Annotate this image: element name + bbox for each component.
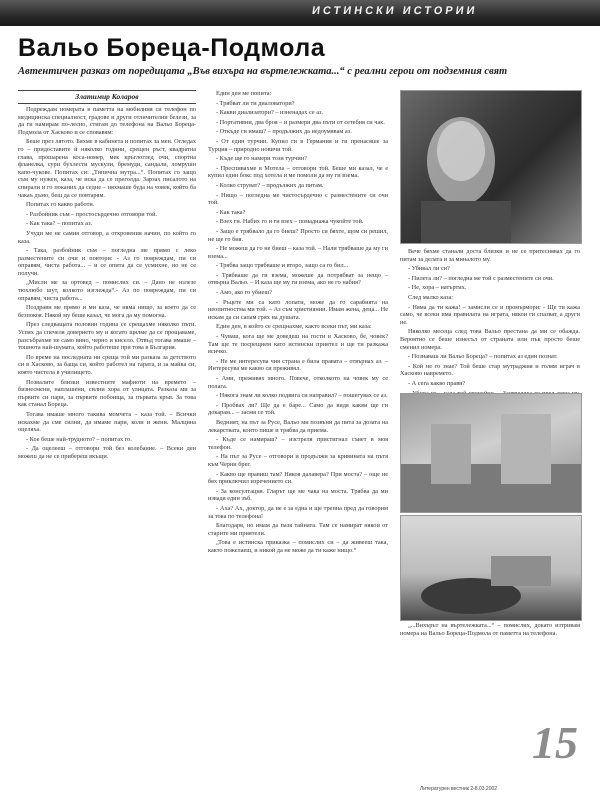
footer-note: Литературен вестник 2-8.03.2002 [420, 786, 498, 792]
paragraph: Беше през лятото. Бяхме в кабинета и попитах за мен. Огледах го – придоставите й няколко години, срещен ръст, квадратна глава, прошарена коса-номер, мек кръглоглед очи, спортна фланелка, сури бухлести мускули, бремуди, сандали, ломрушн капо-чукове. Попитах си: „Типична мутра...“. Попитах го защо съм му нужен, каза, че иска да се преголда. Зарзах писалото на спирали и го поканих да седне – няхмаше буда на човек, който ба чакаъ дъмо, беш да се повтарям. [18, 138, 196, 199]
paragraph: Подреждам номерата в паметта на мобилния си телефон по медицинска специалност, градове и други отличителни белези, за да ги намирам по-лесно, стигам до телефона на Вальо Бореца-Подмола от Хасково и се сповавям: [18, 106, 196, 136]
paragraph: Няколко месеца след това Вальо престана да ми се обажда. Вероятно се беше изнесъл от страната или пък просто беше сменил номера. [400, 328, 580, 351]
paragraph: „...Вихърът на въртележката...“ – помислих, докато изтривам номера на Вальо Бореца-Подмола от паметта на телефона. [400, 622, 580, 637]
paragraph: - Кой не го знае? Той беше стар мутраджия и голям играч в Хасково навремето. [400, 362, 580, 378]
scene-photo-shape [401, 516, 581, 620]
paragraph: - Убивал ли си? [408, 265, 450, 273]
paragraph: Вече бяхме станали доста близки и не се притеснявах да го питам за делата и за миналото му. [400, 248, 580, 263]
paragraph: - Трябваше да ги взема, можеше да потрябват за нещо – отвърна Вальо. – И каза ще му ги взема, ако не го набия? [208, 271, 388, 287]
paragraph: - Не можеш да го не биеш – каза той. – Нали трябваше да му ги взема... [208, 245, 388, 260]
paragraph: - Не ме интересува чия страна е била правата – отвърнах аз. – Интересува ме какво си преживял. [208, 357, 388, 373]
paragraph: По време на последната ни среща той ми разказа за детството си в Хасково, за баща си, който работел на гарата, и за майка си, която чистела в училището. [18, 353, 196, 376]
paragraph: - Нищо – погледна ме чистосърдечно с разместените си очи той. [208, 191, 388, 207]
paragraph: - Ръцете ми са като лопати, може да го сарабията на неопитностма ми той. – Аз съм християнин. Имам жена, деца... Не искам да си сапам грях на душата. [208, 298, 388, 321]
paragraph: - Колко струват? – продължих да питам. [216, 181, 324, 189]
section-label: ИСТИНСКИ ИСТОРИИ [311, 5, 479, 17]
paragraph: - Разбойник съм – простосърдечно отговори той. [26, 210, 158, 218]
paragraph: Позвалите близки известните мафиоти на времето – бизнесмени, наплашени, силни хора от улицата. Разказа ми за първите си пари, за първите побоища, за първата кръв. За това как станал Бореца. [18, 378, 196, 409]
paragraph: Един ден ме попита: [216, 90, 272, 97]
paragraph: - От един турчин. Купил ги в Германия и ги пренасяше за Турция – природно новичи той. [208, 137, 388, 153]
paragraph: - Ами, преживях много. Повече, отколкото на човек му се полага. [208, 375, 388, 390]
portrait-photo [400, 90, 582, 244]
portrait-photo-shape [401, 91, 581, 243]
column-2 [208, 90, 388, 770]
paragraph: - За консултация. Гларът ще ме чака на моста. Трябва да ми извадя един зъб. [208, 487, 388, 503]
paragraph: - Защо е трябвало да го биеш? Просто си бяхте, щом си решил, не ще го бия. [208, 227, 388, 243]
paragraph: Един ден, в който се срещнахме, както всеки път, ми каза: [216, 323, 372, 331]
street-photo-shape [401, 394, 581, 512]
column-1 [18, 106, 196, 770]
paragraph: Попитах го какво работи. [26, 201, 95, 209]
paragraph: - Така, разбойник съм – погледна ме прямо с леко разместените си очи и повтори: - Аз го повреждам, пи си оправям, чиста работа... – и се опита да се усмихне, но не се получи. [18, 247, 196, 277]
paragraph: - Какви диализатори? – изненадах се аз. [216, 109, 324, 117]
author-byline: Златимир Коларов [18, 90, 196, 104]
article-title: Вальо Бореца-Подмола [18, 34, 326, 62]
paragraph: - Портативни, два броя – и размери два пъти от сетебия си чак. [216, 118, 385, 126]
paragraph: Поздрави ме прямо и ми каза, че няма нищо, за което да се безпокоя. Някой му беше казал, че мога да му помогна. [18, 304, 196, 319]
column-3-closing [400, 622, 580, 702]
paragraph: - Къде се намираш? – изстреля пристигнал съвет в моя телефон. [208, 436, 388, 451]
paragraph: - На път за Русе – отговори и продължи за кривината на пътя към Черни брег. [208, 453, 388, 468]
paragraph: - Амо, ако го убиеш? [216, 289, 272, 297]
paragraph: - Как така? [216, 208, 246, 216]
paragraph: - Някога знам ли колко подвига си направил? – пошегувах се аз. [216, 392, 388, 400]
paragraph: - Няма да ти кажа! – замисли се и промърмори: - Ще ти кажа само, че всеки има правилата на играта, някои ги спазват, а други не. [400, 303, 580, 326]
paragraph: - Как така? – попитах аз. [26, 220, 93, 228]
paragraph: - Чуваш, кога ще ме доведеш на гости в Хасково, бе, човек? Там ще те посрещнем като истински приятел и ще ти разкажа всичко. [208, 333, 388, 356]
article-subtitle: Автентичен разказ от поредицата „Във вихъра на въртележката...“ с реални герои от подземния свят [18, 66, 508, 77]
paragraph: - Откъде ги имаш? – продължих да недоумявам аз. [216, 128, 352, 136]
paragraph: - Взех ги. Набих го и ги взех – помаднажа чукойте той. [216, 218, 364, 226]
paragraph: Учуди ме не самия отговор, а откровения начин, по който го каза. [18, 229, 196, 245]
paragraph: - Преспивахме в Мотела – отговори той. Беше ми казал, че е купил един бокс под хотела и ме помоли да му ги взема. [208, 164, 388, 180]
page-number: 15 [532, 717, 578, 768]
paragraph: Благодаря, но имам да пазя тайната. Там се намират някои от старите ми приятели. [208, 522, 388, 537]
paragraph: През следващата половин година се срещахме няколко пъти. Успях да спечеля доверието му и когато щялме да се прощаваме, разсъбрахме не само вино, черно и кисело. Отвъд тогава имаше – тошнота най-шумата, който работеше при това в България. [18, 321, 196, 352]
paragraph: - Аха? Ах, доктор, да не е за една и ще трепна пред да говорим за това по телефона! [208, 504, 388, 520]
paragraph: След малко каза: [408, 293, 454, 301]
paragraph: - Познаваш ли Вальо Бореца? – попитах аз един познат. [408, 353, 558, 361]
paragraph: - Трябва защо трябваше и второ, защо са го бил... [216, 262, 349, 270]
paragraph: - Не, хора – натъртих. [408, 284, 467, 292]
paragraph: - Да оцелееш – отговори той без колебание. – Всеки ден можеш да не се прибереш вкъщи. [18, 445, 196, 460]
paragraph: - Пробвах ли? Ще да е баре... Само да видя какви ще ги докарам... – засмя се той. [208, 401, 388, 417]
paragraph: - Трябват ли ти диаловатори? [216, 99, 295, 107]
paragraph: - Къде ще го намери този турчин? [216, 155, 307, 163]
paragraph: Тогава имаше много такива момчета – каза той. – Всички искахме да сме силни, да имаме пари, коли и жени. Малцина оцеляха. [18, 410, 196, 434]
paragraph: - Кое беше най-трудното? – попитах го. [26, 435, 132, 443]
paragraph: Ведният, на път за Русе, Вальо ми позвъни да пита за дозата на лекарствата, които пише и трябва да приема. [208, 418, 388, 434]
paragraph: - А сега какво прави? [408, 379, 466, 387]
paragraph: „Мисли ме за ортовед – помислих си. – Дано не излезе тюхлюбо шут, колкото изглежда“.- Аз по повреждам, пи си оправям, чиста работа... [18, 279, 196, 302]
paragraph: - Какво ще правиш там? Някоя далавера? При моста? – още не бях приключил изречението си. [208, 470, 388, 486]
scene-photo [400, 515, 582, 621]
street-photo [400, 393, 582, 513]
paragraph: „Това е истинска приказка – помислих си – да живееш така, както пожелаеш, и никой да не може да ти каже нищо.“ [208, 539, 388, 554]
section-banner [0, 0, 600, 26]
paragraph: - Пилета ли? – погледна ме той с разместените си очи. [408, 274, 554, 282]
